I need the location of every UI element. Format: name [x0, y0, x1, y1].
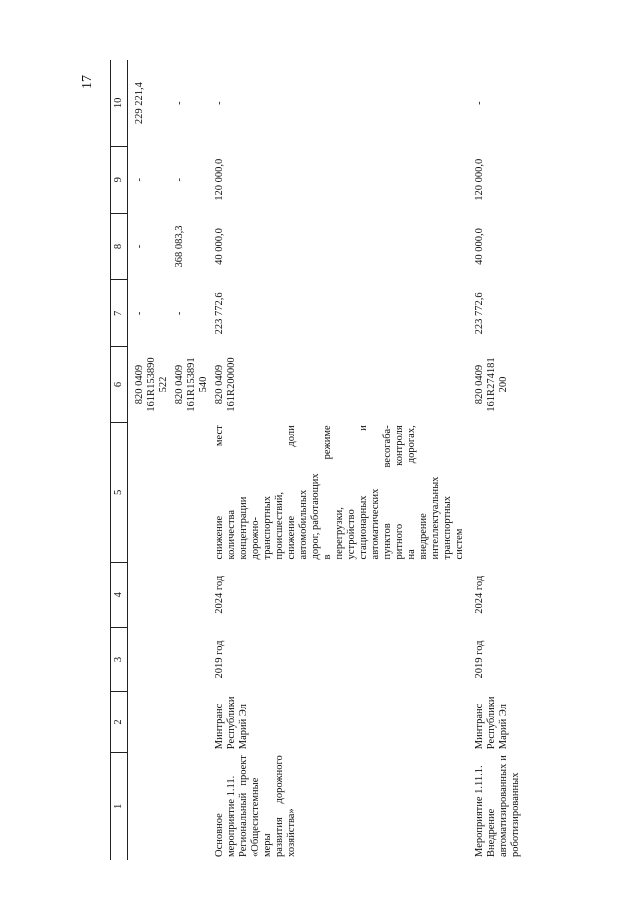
code-line: 161R153891 — [186, 357, 197, 412]
column-header-7: 7 — [111, 280, 128, 347]
code-line: 161R200000 — [226, 357, 237, 412]
text-line: транспортных — [442, 496, 453, 560]
table-row — [172, 60, 212, 860]
executor-cell — [472, 692, 524, 752]
expected-result-cell — [212, 422, 468, 562]
text-line: автомобильных — [298, 489, 309, 560]
text-line: снижение мест — [214, 425, 225, 560]
end-year-cell: 2024 год — [214, 575, 225, 614]
text-line: концентрации — [238, 496, 249, 560]
value-col7: - — [134, 311, 145, 316]
table-body — [128, 60, 525, 860]
value-col8: - — [134, 244, 145, 249]
text-line: внедрение — [418, 513, 429, 560]
text-line: Минтранс — [474, 703, 485, 750]
value-col7: 223 772,6 — [474, 292, 485, 335]
start-year-cell: 2019 год — [214, 640, 225, 679]
text-line: Республики — [226, 696, 237, 750]
code-line: 540 — [198, 376, 209, 393]
value-col7: - — [174, 311, 185, 316]
text-line: «Общесистемные меры — [250, 777, 273, 857]
column-header-10: 10 — [111, 60, 128, 146]
executor-cell — [212, 692, 468, 752]
activity-name-cell — [472, 752, 524, 860]
text-line: устройство — [346, 509, 357, 560]
code-line: 161R274181 — [486, 357, 497, 412]
text-line: Республики — [486, 696, 497, 750]
column-header-1: 1 — [111, 752, 128, 860]
column-header-6: 6 — [111, 347, 128, 422]
value-col10: 229 221,4 — [134, 82, 145, 125]
activity-name-cell — [212, 752, 468, 860]
text-line: Региональный проект — [238, 755, 249, 857]
start-year-cell: 2019 год — [474, 640, 485, 679]
value-col9: - — [174, 177, 185, 182]
text-line: Основное мероприятие 1.11. — [214, 775, 237, 857]
text-line: перегрузки, — [334, 507, 345, 560]
text-line: транспортных — [262, 496, 273, 560]
column-header-3: 3 — [111, 627, 128, 692]
value-col8: 40 000,0 — [214, 228, 225, 265]
column-header-2: 2 — [111, 692, 128, 752]
rotated-table-container — [110, 60, 630, 860]
budget-code-cell — [132, 347, 172, 422]
text-line: ритного контроля — [394, 425, 405, 560]
value-col10: - — [174, 101, 185, 105]
column-header-4: 4 — [111, 562, 128, 627]
code-line: 200 — [498, 376, 509, 393]
column-header-5: 5 — [111, 422, 128, 562]
column-header-8: 8 — [111, 213, 128, 280]
table-row — [132, 60, 172, 860]
code-line: 820 0409 — [214, 364, 225, 405]
text-line: на дорогах, — [406, 425, 417, 560]
budget-code-cell — [172, 347, 212, 422]
text-line: роботизированных — [510, 772, 521, 857]
page-number: 17 — [80, 75, 95, 89]
text-line: происшествий, — [274, 491, 285, 560]
text-line: интеллектуальных — [430, 476, 441, 560]
end-year-cell: 2024 год — [474, 575, 485, 614]
text-line: хозяйства» — [286, 808, 297, 857]
value-col9: 120 000,0 — [214, 158, 225, 201]
value-col7: 223 772,6 — [214, 292, 225, 335]
value-col8: 368 083,3 — [174, 225, 185, 268]
text-line: Марий Эл — [498, 704, 509, 750]
table-header — [111, 60, 128, 860]
text-line: Мероприятие 1.11.1. — [474, 765, 485, 857]
text-line: автоматических — [370, 488, 381, 560]
code-line: 522 — [158, 376, 169, 393]
value-col9: 120 000,0 — [474, 158, 485, 201]
text-line: количества — [226, 509, 237, 560]
table-row-sub-activity — [472, 60, 524, 860]
text-line: дорожно- — [250, 516, 261, 560]
code-line: 820 0409 — [134, 364, 145, 405]
text-line: развития дорожного — [274, 755, 285, 857]
text-line: Марий Эл — [238, 704, 249, 750]
table-row-main-activity — [212, 60, 468, 860]
code-line: 820 0409 — [174, 364, 185, 405]
column-header-9: 9 — [111, 146, 128, 213]
budget-code-cell — [472, 347, 524, 422]
code-line: 161R153890 — [146, 357, 157, 412]
value-col9: - — [134, 177, 145, 182]
text-line: Внедрение — [486, 808, 497, 857]
text-line: Минтранс — [214, 703, 225, 750]
text-line: снижение доли — [286, 425, 297, 560]
header-row — [111, 60, 128, 860]
program-table — [110, 60, 524, 860]
value-col10: - — [214, 101, 225, 105]
code-line: 820 0409 — [474, 364, 485, 405]
text-line: систем — [454, 528, 465, 560]
text-line: пунктов весогаба- — [382, 425, 393, 560]
value-col10: - — [474, 101, 485, 105]
value-col8: 40 000,0 — [474, 228, 485, 265]
text-line: автоматизированных и — [498, 755, 509, 857]
text-line: в режиме — [322, 425, 333, 560]
text-line: стационарных и — [358, 425, 369, 560]
text-line: дорог, работающих — [310, 473, 321, 560]
budget-code-cell — [212, 347, 468, 422]
